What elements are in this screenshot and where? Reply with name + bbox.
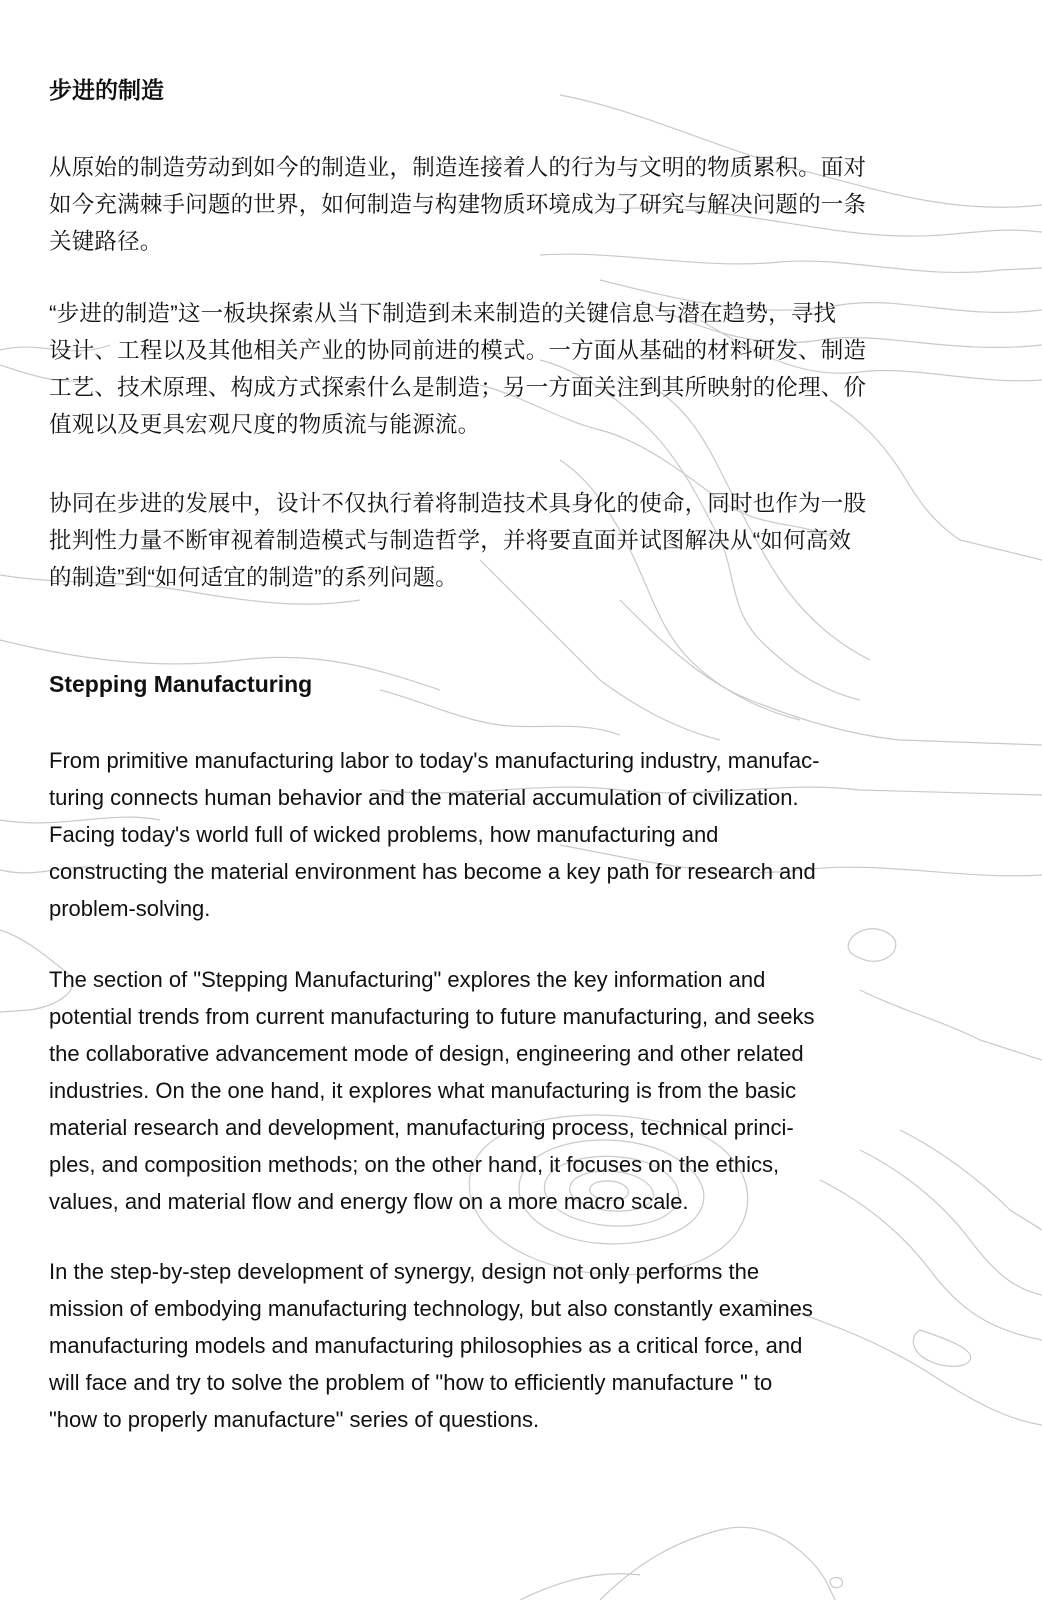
text-line: values, and material flow and energy flow on a more macro scale. <box>49 1189 689 1214</box>
text-line: The section of "Stepping Manufacturing" explores the key information and <box>49 967 766 992</box>
text-line: industries. On the one hand, it explores what manufacturing is from the basic <box>49 1078 797 1103</box>
text-line: turing connects human behavior and the material accumulation of civilization. <box>49 785 799 810</box>
text-line: problem-solving. <box>49 896 211 921</box>
text-line: Facing today's world full of wicked problems, how manufacturing and <box>49 822 719 847</box>
text-line: potential trends from current manufacturing to future manufacturing, and seeks <box>49 1004 815 1029</box>
text-line: 设计、工程以及其他相关产业的协同前进的模式。一方面从基础的材料研发、制造 <box>49 338 867 363</box>
text-line: 从原始的制造劳动到如今的制造业，制造连接着人的行为与文明的物质累积。面对 <box>49 155 867 180</box>
chinese-section-title: 步进的制造 <box>49 77 164 103</box>
text-line: 如今充满棘手问题的世界，如何制造与构建物质环境成为了研究与解决问题的一条 <box>49 192 867 217</box>
text-line: 关键路径。 <box>49 229 163 254</box>
contour-line <box>848 929 896 962</box>
text-line: From primitive manufacturing labor to today's manufacturing industry, manufac- <box>49 748 820 773</box>
english-paragraph-3 <box>49 1253 979 1438</box>
text-line: 协同在步进的发展中，设计不仅执行着将制造技术具身化的使命，同时也作为一股 <box>49 491 867 516</box>
contour-line <box>380 690 620 735</box>
english-paragraph-1 <box>49 742 979 927</box>
text-line: 值观以及更具宏观尺度的物质流与能源流。 <box>49 412 481 437</box>
contour-line <box>830 1578 843 1588</box>
text-line: "how to properly manufacture" series of questions. <box>49 1407 540 1432</box>
contour-line <box>620 600 1042 745</box>
chinese-paragraph-2 <box>49 295 974 443</box>
text-line: 的制造”到“如何适宜的制造”的系列问题。 <box>49 565 458 590</box>
text-line: 工艺、技术原理、构成方式探索什么是制造；另一方面关注到其所映射的伦理、价 <box>49 375 867 400</box>
contour-line <box>600 1527 835 1600</box>
english-section-title: Stepping Manufacturing <box>49 671 313 697</box>
contour-line <box>520 1574 640 1600</box>
text-line: mission of embodying manufacturing technology, but also constantly examines <box>49 1296 813 1321</box>
text-line: manufacturing models and manufacturing philosophies as a critical force, and <box>49 1333 803 1358</box>
text-line: will face and try to solve the problem of "how to efficiently manufacture " to <box>49 1370 773 1395</box>
chinese-paragraph-1 <box>49 149 974 260</box>
text-line: material research and development, manufacturing process, technical princi- <box>49 1115 794 1140</box>
chinese-paragraph-3 <box>49 485 974 596</box>
text-line: In the step-by-step development of synergy, design not only performs the <box>49 1259 760 1284</box>
text-line: 批判性力量不断审视着制造模式与制造哲学，并将要直面并试图解决从“如何高效 <box>49 528 852 553</box>
text-line: ples, and composition methods; on the other hand, it focuses on the ethics, <box>49 1152 780 1177</box>
text-line: “步进的制造”这一板块探索从当下制造到未来制造的关键信息与潜在趋势，寻找 <box>49 301 837 326</box>
text-line: constructing the material environment has become a key path for research and <box>49 859 816 884</box>
text-line: the collaborative advancement mode of design, engineering and other related <box>49 1041 804 1066</box>
english-paragraph-2 <box>49 961 979 1220</box>
